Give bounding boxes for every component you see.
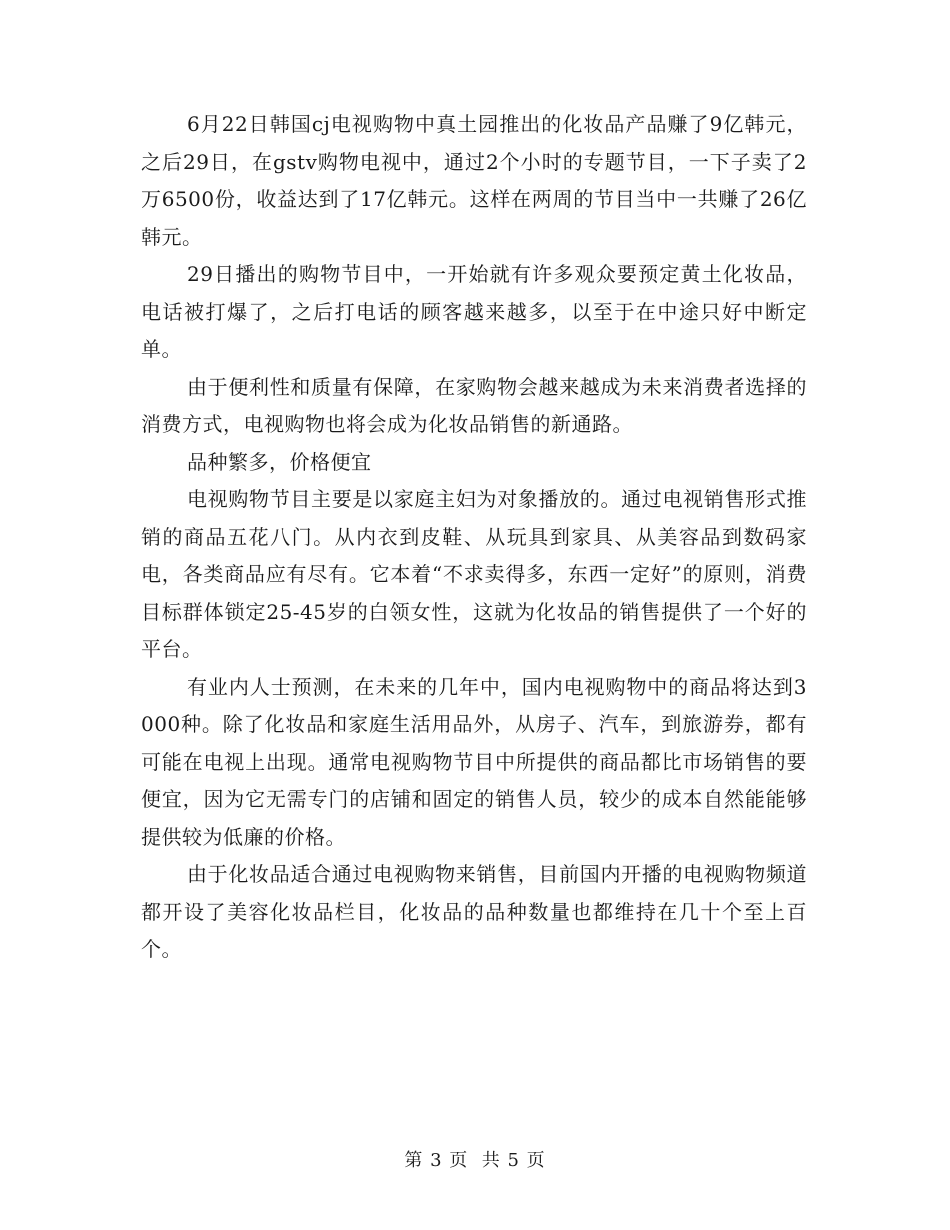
footer-mid: 页 共 <box>449 1150 501 1171</box>
current-page-number: 3 <box>430 1150 443 1171</box>
paragraph-6: 由于化妆品适合通过电视购物来销售，目前国内开播的电视购物频道都开设了美容化妆品栏目，化妆品的品种数量也都维持在几十个至上百个。 <box>141 862 807 961</box>
paragraph-1: 6月22日韩国cj电视购物中真土园推出的化妆品产品赚了9亿韩元，之后29日，在gstv购物电视中，通过2个小时的专题节目，一下子卖了2万6500份，收益达到了17亿韩元。这样在两周的节目当中一共赚了26亿韩元。 <box>141 112 807 249</box>
paragraph-5: 有业内人士预测，在未来的几年中，国内电视购物中的商品将达到3000种。除了化妆品和家庭生活用品外，从房子、汽车，到旅游券，都有可能在电视上出现。通常电视购物节目中所提供的商品都比市场销售的要便宜，因为它无需专门的店铺和固定的销售人员，较少的成本自然能能够提供较为低廉的价格。 <box>141 674 807 849</box>
paragraph-2: 29日播出的购物节目中，一开始就有许多观众要预定黄土化妆品，电话被打爆了，之后打电话的顾客越来越多，以至于在中途只好中断定单。 <box>141 262 807 361</box>
paragraph-4: 电视购物节目主要是以家庭主妇为对象播放的。通过电视销售形式推销的商品五花八门。从内衣到皮鞋、从玩具到家具、从美容品到数码家电，各类商品应有尽有。它本着“不求卖得多，东西一定好”的原则，消费目标群体锁定25-45岁的白领女性，这就为化妆品的销售提供了一个好的平台。 <box>141 487 807 661</box>
section-heading: 品种繁多，价格便宜 <box>187 449 372 474</box>
footer-suffix: 页 <box>526 1150 546 1171</box>
footer-prefix: 第 <box>404 1150 424 1171</box>
total-page-count: 5 <box>507 1150 520 1171</box>
paragraph-3: 由于便利性和质量有保障，在家购物会越来越成为未来消费者选择的消费方式，电视购物也将会成为化妆品销售的新通路。 <box>141 374 807 436</box>
document-body <box>141 106 807 969</box>
page-number-footer <box>0 1146 950 1172</box>
